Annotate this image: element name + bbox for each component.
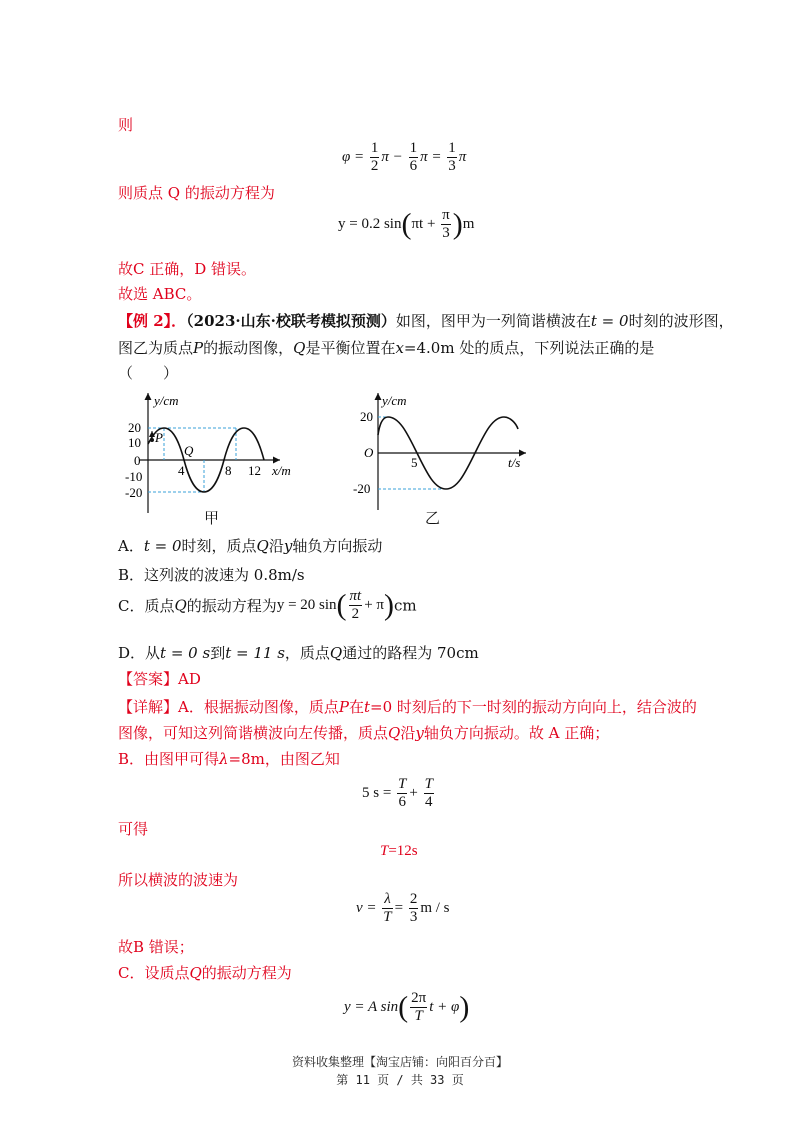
detail-line2: 图像，可知这列简谐横波向左传播，质点Q沿y轴负方向振动。故 A 正确； bbox=[118, 724, 610, 742]
jia-label-q: Q bbox=[184, 443, 194, 458]
text-zhidian-q-fangcheng: 则质点 Q 的振动方程为 bbox=[118, 184, 275, 202]
jia-y-tick-neg10: -10 bbox=[125, 469, 143, 484]
jia-x-tick-4: 4 bbox=[178, 463, 185, 478]
jia-label-p: P bbox=[155, 430, 163, 445]
equation-general: y = A sin( $\frac{2\pi}{T}$ t + φ) bbox=[344, 990, 470, 1024]
footer-page-number: 第 11 页 / 共 33 页 bbox=[336, 1073, 464, 1087]
jia-y-tick-0: 0 bbox=[134, 453, 141, 468]
yi-x-tick-5: 5 bbox=[411, 455, 418, 470]
text-gu-b-cuowu: 故B 错误； bbox=[118, 938, 194, 956]
yi-y-axis-label: y/cm bbox=[382, 393, 407, 408]
yi-y-tick-20: 20 bbox=[360, 409, 373, 424]
text-suoyi: 所以横波的波速为 bbox=[118, 871, 239, 889]
text-gu-c-zhengque: 故C 正确，D 错误。 bbox=[118, 260, 257, 278]
answer-paren: （ ） bbox=[118, 364, 179, 382]
figure-jia-caption: 甲 bbox=[204, 509, 220, 527]
jia-y-tick-neg20: -20 bbox=[125, 485, 143, 500]
yi-x-axis-label: t/s bbox=[508, 455, 521, 470]
example-question-line1: 【例 2】．（2023·山东·校联考模拟预测）如图，图甲为一列简谐横波在t = 0时刻的波形图， bbox=[118, 312, 734, 330]
text-gu-xuan: 故选 ABC。 bbox=[118, 285, 202, 303]
equation-phi: φ = $\frac{1}{2}$ π − $\frac{1}{6}$ π = $\frac{1}{3}$ π bbox=[342, 140, 467, 174]
jia-x-tick-12: 12 bbox=[248, 463, 261, 478]
text-c-line: C．设质点Q的振动方程为 bbox=[118, 964, 292, 982]
option-d[interactable]: D．从t = 0 s到t = 11 s，质点Q通过的路程为 70cm bbox=[118, 644, 479, 662]
jia-x-axis-label: x/m bbox=[272, 463, 291, 478]
jia-y-tick-20: 20 bbox=[128, 420, 141, 435]
text-ze: 则 bbox=[118, 116, 134, 134]
figure-jia bbox=[118, 385, 303, 525]
equation-y-q: y = 0.2 sin(πt + $\frac{\pi}{3}$ )m bbox=[338, 207, 475, 241]
answer-line: 【答案】AD bbox=[118, 670, 201, 688]
option-a[interactable]: A．t = 0时刻，质点Q沿y轴负方向振动 bbox=[118, 537, 383, 555]
figure-yi bbox=[348, 385, 533, 525]
yi-origin: O bbox=[364, 445, 374, 460]
example-label: 【例 2】． bbox=[118, 312, 187, 330]
option-c[interactable]: C．质点Q的振动方程为y = 20 sin( $\frac{\pi t}{2}$ + π)cm bbox=[118, 588, 417, 622]
equation-T: T=12s bbox=[380, 843, 418, 859]
text-kede: 可得 bbox=[118, 820, 149, 838]
yi-y-tick-neg20: -20 bbox=[353, 481, 371, 496]
option-b[interactable]: B．这列波的波速为 0.8m/s bbox=[118, 566, 305, 584]
example-question-line2: 图乙为质点P的振动图像，Q是平衡位置在x=4.0m 处的质点，下列说法正确的是 bbox=[118, 339, 655, 357]
jia-y-axis-label: y/cm bbox=[154, 393, 179, 408]
equation-speed: v = $\frac{\lambda}{T}$ = $\frac{2}{3}$ m / s bbox=[356, 891, 450, 925]
detail-line1: 【详解】A．根据振动图像，质点P在t=0 时刻后的下一时刻的振动方向向上，结合波的 bbox=[118, 698, 697, 716]
example-source: （2023·山东·校联考模拟预测） bbox=[186, 312, 396, 330]
equation-period: 5 s = $\frac{T}{6}$ + $\frac{T}{4}$ bbox=[362, 776, 433, 810]
figure-yi-caption: 乙 bbox=[425, 509, 441, 527]
jia-y-tick-10: 10 bbox=[128, 435, 141, 450]
detail-b-line: B．由图甲可得λ=8m，由图乙知 bbox=[118, 750, 340, 768]
jia-x-tick-8: 8 bbox=[225, 463, 232, 478]
footer-source: 资料收集整理【淘宝店铺：向阳百分百】 bbox=[291, 1055, 508, 1069]
